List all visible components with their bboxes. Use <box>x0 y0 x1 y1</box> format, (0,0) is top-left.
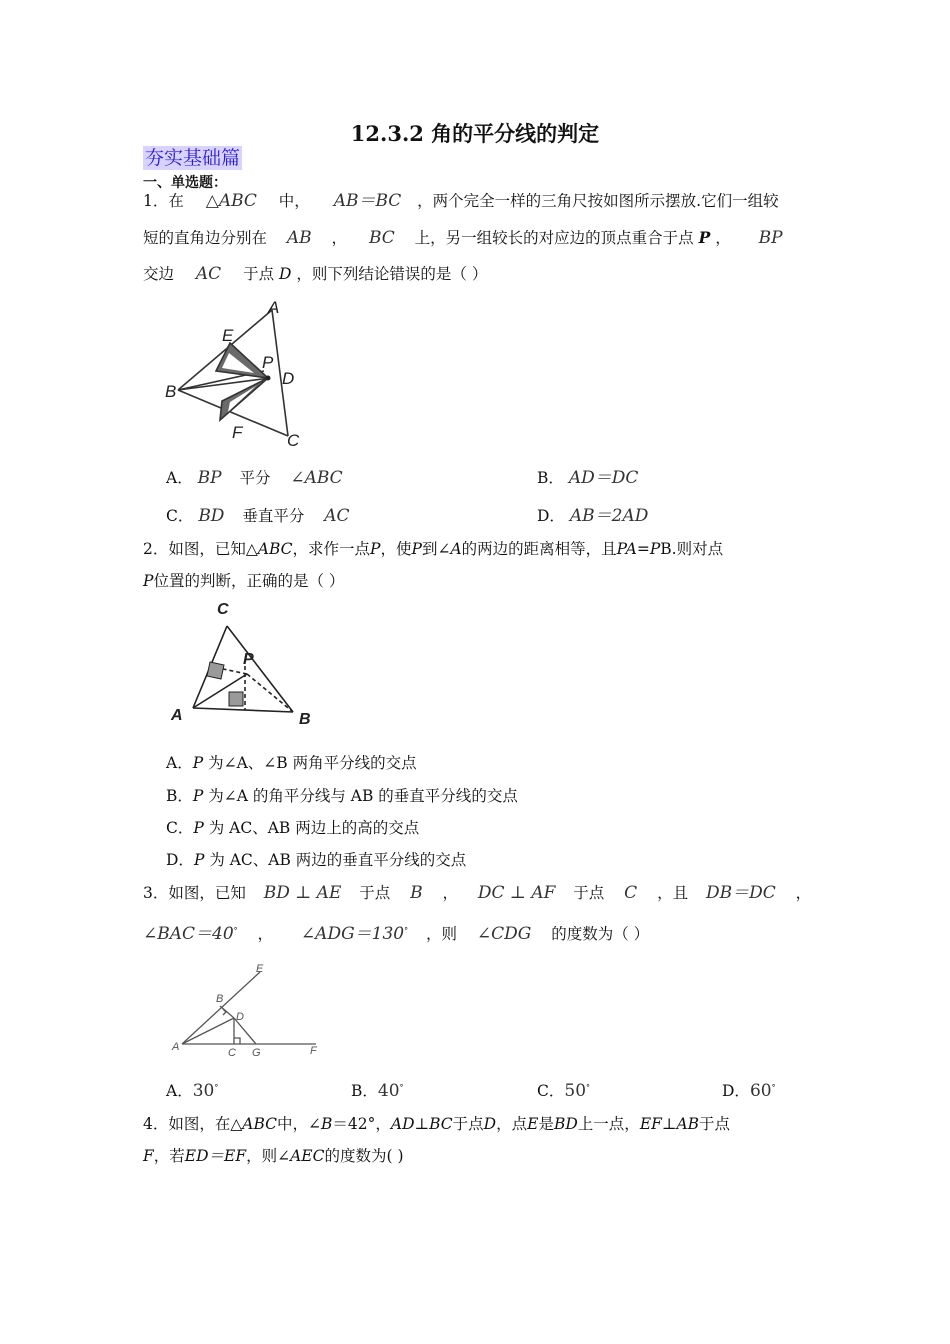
ray-ae <box>182 972 260 1044</box>
q4-math: EF⊥AB <box>639 1115 700 1133</box>
option-math: P <box>193 819 204 837</box>
q3-text: ， <box>257 925 274 944</box>
label-b: B <box>216 993 224 1005</box>
option-math: 60 <box>749 1081 772 1102</box>
q3-option-a[interactable] <box>166 1077 218 1102</box>
option-math: P <box>193 851 205 869</box>
q2-math: P <box>411 540 422 558</box>
option-math: BD <box>198 506 225 526</box>
option-label: A． <box>166 469 193 487</box>
label-a: A <box>268 298 280 317</box>
option-math: AC <box>324 506 350 526</box>
q4-text: 4．如图，在△ <box>143 1115 243 1133</box>
option-label: B． <box>351 1082 378 1101</box>
q1-line1 <box>143 190 779 212</box>
q4-math: AEC <box>290 1147 325 1165</box>
q4-math: F <box>143 1147 154 1165</box>
q1-option-a[interactable] <box>166 467 343 489</box>
option-text: 为 AC、AB 两边的垂直平分线的交点 <box>209 851 467 869</box>
q2-line1 <box>143 538 723 560</box>
option-math: AB＝2AD <box>569 506 649 526</box>
option-math: 40 <box>377 1081 400 1102</box>
label-f: F <box>232 423 243 442</box>
q2-text: 位置的判断，正确的是（ ） <box>153 572 345 590</box>
q3-option-b[interactable] <box>351 1077 404 1102</box>
side-ab <box>193 708 293 712</box>
option-text: 为∠A、∠B 两角平分线的交点 <box>208 754 417 772</box>
line-pb <box>247 674 293 712</box>
q2-text: ，求作一点 <box>292 540 371 558</box>
q1-point: P <box>698 228 711 247</box>
q4-line2 <box>143 1145 404 1167</box>
q1-point: D <box>279 265 292 283</box>
option-label: D． <box>537 507 565 525</box>
q4-line1 <box>143 1113 730 1135</box>
label-f: F <box>310 1045 317 1057</box>
option-math: P <box>192 787 204 805</box>
q2-option-c[interactable] <box>166 817 419 839</box>
triangle-ruler-top <box>216 343 268 378</box>
q2-text: ，使 <box>380 540 412 558</box>
q2-line2 <box>143 570 344 592</box>
q1-text: ，两个完全一样的三角尺按如图所示摆放.它们一组较 <box>417 192 779 210</box>
side-ab <box>178 310 272 390</box>
q4-math: D <box>483 1115 497 1133</box>
option-label: C． <box>166 507 194 525</box>
subsection-label: 一、单选题： <box>143 175 227 191</box>
q2-math: P <box>143 572 154 590</box>
option-label: D． <box>722 1082 750 1101</box>
q1-text: 中， <box>278 192 310 210</box>
q1-text: 交边 <box>143 265 175 283</box>
label-a: A <box>171 707 183 724</box>
page-title: 12.3.2 角的平分线的判定 <box>350 121 600 146</box>
option-label: D． <box>166 851 194 869</box>
q3-line2 <box>143 920 649 945</box>
option-label: C． <box>537 1082 565 1101</box>
q1-option-c[interactable] <box>166 505 350 527</box>
degree-mark: ° <box>233 926 238 935</box>
option-math: BP <box>197 468 222 488</box>
option-text: 为 AC、AB 两边上的高的交点 <box>208 819 420 837</box>
right-angle-c <box>234 1038 240 1044</box>
q4-text: ，则∠ <box>246 1147 291 1165</box>
option-math: 30 <box>192 1081 215 1102</box>
degree-mark: ° <box>586 1083 591 1092</box>
q3-option-c[interactable] <box>537 1077 590 1102</box>
q4-text: 于点 <box>452 1115 484 1133</box>
label-p: P <box>243 651 254 668</box>
option-math: ∠ABC <box>290 468 343 488</box>
q1-text: ， <box>331 229 348 247</box>
q4-text: ，点 <box>496 1115 528 1133</box>
q3-text: ， <box>442 884 459 902</box>
degree-mark: ° <box>214 1083 219 1092</box>
q4-math: BD <box>553 1115 578 1133</box>
q2-text: 2．如图，已知△ <box>143 540 258 558</box>
q3-math: B <box>410 883 423 903</box>
q2-math: PA=P <box>616 540 661 558</box>
q1-triangle: △ABC <box>205 191 257 211</box>
degree-mark: ° <box>771 1083 776 1092</box>
q2-math: ABC <box>257 540 293 558</box>
q3-text: 的度数为（ ） <box>551 925 650 944</box>
q2-math: A <box>450 540 462 558</box>
q3-text: ， <box>795 884 812 902</box>
q4-math: E <box>527 1115 539 1133</box>
option-label: C． <box>166 819 194 837</box>
q3-math: ∠CDG <box>476 924 532 945</box>
label-c: C <box>228 1047 236 1059</box>
q3-text: 3．如图，已知 <box>143 884 246 902</box>
right-angle-ac <box>207 662 224 679</box>
option-label: B． <box>537 469 564 487</box>
option-label: A． <box>166 1082 193 1101</box>
right-angle-ab <box>229 692 243 706</box>
q2-math: P <box>370 540 381 558</box>
q3-math: DC ⊥ AF <box>477 883 556 903</box>
degree-mark: ° <box>399 1083 404 1092</box>
option-math: P <box>192 754 204 772</box>
q4-text: ，若 <box>153 1147 185 1165</box>
point-d <box>266 376 271 381</box>
q3-math: BD ⊥ AE <box>263 883 342 903</box>
q2-option-a[interactable] <box>166 752 417 774</box>
label-p: P <box>262 353 274 372</box>
q2-text: 的两边的距离相等，且 <box>461 540 617 558</box>
q3-math: ∠BAC＝40 <box>143 924 234 945</box>
q1-text: 于点 <box>243 265 275 283</box>
q1-math: BC <box>368 228 395 248</box>
q3-text: 于点 <box>573 884 605 902</box>
q1-line2 <box>143 227 783 249</box>
q1-line3 <box>143 263 487 285</box>
q3-figure <box>168 960 328 1060</box>
q4-text: 的度数为( ) <box>324 1147 404 1165</box>
q1-figure <box>160 298 310 450</box>
option-text: 垂直平分 <box>242 507 305 525</box>
label-d: D <box>282 369 295 388</box>
q2-text: B.则对点 <box>660 540 724 558</box>
q1-text: 短的直角边分别在 <box>143 229 268 247</box>
q4-text: 于点 <box>699 1115 731 1133</box>
q1-math: AC <box>195 264 222 284</box>
q4-text: 中，∠ <box>277 1115 322 1133</box>
label-d: D <box>236 1011 244 1023</box>
q2-figure <box>165 598 325 728</box>
q4-math: ABC <box>242 1115 278 1133</box>
q4-math: ED＝EF <box>184 1147 247 1165</box>
section-label: 夯实基础篇 <box>145 147 241 169</box>
q1-text: 上，另一组较长的对应边的顶点重合于点 <box>414 229 694 247</box>
right-angle-b <box>223 1009 226 1015</box>
label-e: E <box>222 326 234 345</box>
line-ad <box>182 1018 234 1044</box>
option-math: AD＝DC <box>568 468 639 488</box>
label-c: C <box>287 431 300 450</box>
degree-mark: ° <box>404 926 409 935</box>
q4-math: B <box>321 1115 333 1133</box>
q3-math: ∠ADG＝130 <box>300 924 405 945</box>
q3-text: 于点 <box>359 884 391 902</box>
q2-option-b[interactable] <box>166 785 518 807</box>
q2-option-d[interactable] <box>166 849 466 871</box>
q1-option-b[interactable] <box>537 467 638 489</box>
line-bd <box>220 1006 234 1018</box>
q2-text: 到∠ <box>421 540 451 558</box>
option-label: A． <box>166 754 193 772</box>
q4-math: AD⊥BC <box>390 1115 453 1133</box>
q3-text: ，且 <box>657 884 689 902</box>
q1-math: AB＝BC <box>333 191 402 211</box>
q1-option-d[interactable] <box>537 505 648 527</box>
option-text: 平分 <box>239 469 271 487</box>
q4-text: 是 <box>538 1115 554 1133</box>
q4-text: ＝42°， <box>332 1115 391 1133</box>
q3-math: C <box>624 883 638 903</box>
option-text: 为∠A 的角平分线与 AB 的垂直平分线的交点 <box>208 787 518 805</box>
label-g: G <box>252 1047 261 1059</box>
option-label: B． <box>166 787 193 805</box>
q3-text: ，则 <box>425 925 457 944</box>
q1-text: ，则下列结论错误的是（ ） <box>296 265 488 283</box>
q1-number: 1．在 <box>143 192 184 210</box>
q3-math: DB＝DC <box>705 883 776 903</box>
q1-math: AB <box>286 228 312 248</box>
option-math: 50 <box>564 1081 587 1102</box>
label-b: B <box>299 711 311 728</box>
label-a: A <box>172 1041 180 1053</box>
q3-line1 <box>143 882 811 904</box>
label-c: C <box>217 601 229 618</box>
label-b: B <box>165 382 177 401</box>
q1-text: ， <box>715 229 731 247</box>
q1-math: BP <box>758 228 783 248</box>
label-e: E <box>256 963 264 975</box>
q4-text: 上一点， <box>577 1115 640 1133</box>
q3-option-d[interactable] <box>722 1077 776 1102</box>
